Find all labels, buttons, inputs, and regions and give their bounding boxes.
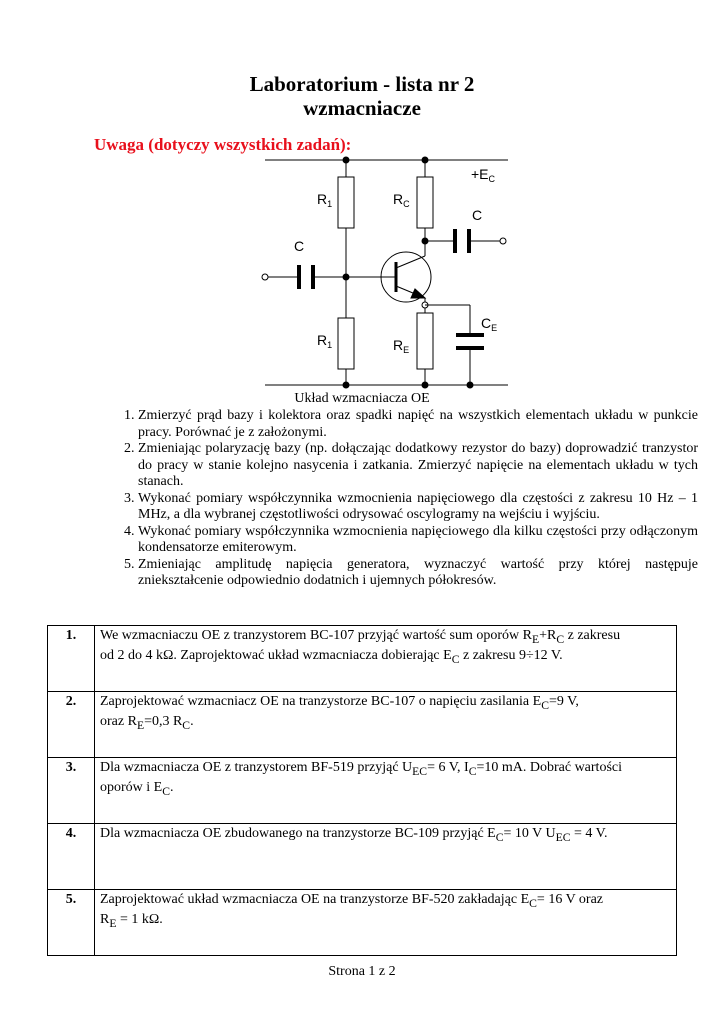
subscript: C (541, 698, 549, 712)
text-segment: . (170, 779, 174, 795)
exercise-text-line (100, 648, 671, 668)
subscript: C (495, 830, 504, 844)
junction-dot (467, 382, 474, 389)
exercise-text-line (100, 892, 671, 912)
text-segment: = 4 V. (570, 826, 608, 841)
junction-dot (343, 382, 350, 389)
subscript: C (182, 718, 191, 732)
instructions-list (112, 408, 698, 590)
exercise-text-line (100, 694, 671, 714)
exercise-text (95, 890, 677, 956)
emitter-arrow (411, 289, 425, 298)
r1-top-resistor (338, 177, 354, 228)
exercise-text (95, 824, 677, 890)
text-segment: oraz R (100, 713, 137, 729)
rc-resistor (417, 177, 433, 228)
transistor-collector-lead (396, 256, 425, 268)
subscript: C (162, 784, 170, 798)
text-segment: oporów i E (100, 779, 163, 795)
c-in-label: C (294, 238, 305, 254)
subscript: E (109, 916, 117, 930)
exercise-row (48, 692, 677, 758)
exercise-row (48, 890, 677, 956)
junction-dot (343, 157, 350, 164)
junction-dot (343, 274, 350, 281)
text-segment: =9 V, (548, 694, 579, 709)
exercise-text-line (100, 780, 671, 800)
output-terminal (500, 238, 506, 244)
text-segment: =10 mA. Dobrać wartości (476, 760, 622, 775)
instruction-item: 1. Zmierzyć prąd bazy i kolektora oraz spadki napięć na wszystkich elementach układu w punkcie pracy. Porównać je z założonymi. (138, 408, 698, 441)
exercise-text-line (100, 628, 671, 648)
page-subtitle: wzmacniacze (303, 96, 421, 120)
subscript: E (136, 718, 145, 732)
text-segment: +R (539, 628, 557, 643)
exercise-text-line (100, 912, 671, 932)
text-segment: = 6 V, I (427, 760, 469, 775)
r1-bottom-resistor (338, 318, 354, 369)
note-heading: Uwaga (dotyczy wszystkich zadań): (94, 135, 352, 154)
text-segment: Dla wzmacniacza OE z tranzystorem BF-519 przyjąć U (100, 760, 413, 775)
subscript: E (531, 632, 540, 646)
subscript: C (529, 896, 537, 910)
input-terminal (262, 274, 268, 280)
rc-label: $R_C$ (393, 191, 410, 209)
exercises-table (47, 625, 677, 956)
exercise-row (48, 824, 677, 890)
junction-dot (422, 157, 429, 164)
exercise-number: 4. (48, 824, 95, 890)
text-segment: Zaprojektować wzmacniacz OE na tranzystorze BC-107 o napięciu zasilania E (100, 694, 542, 709)
text-segment: We wzmacniaczu OE z tranzystorem BC-107 przyjąć wartość sum oporów R (100, 628, 532, 643)
exercise-row (48, 626, 677, 692)
text-segment: Zaprojektować układ wzmacniacza OE na tranzystorze BF-520 zakładając E (100, 892, 530, 907)
subscript: C (451, 652, 460, 666)
instruction-item: 4. Wykonać pomiary współczynnika wzmocnienia napięciowego dla kilku częstości przy odłączonym kondensatorze emiterowym. (138, 524, 698, 557)
page-footer: Strona 1 z 2 (328, 964, 396, 979)
exercise-number: 5. (48, 890, 95, 956)
text-segment: = 10 V U (503, 826, 556, 841)
exercise-number: 3. (48, 758, 95, 824)
exercise-number: 1. (48, 626, 95, 692)
exercise-text-line (100, 714, 671, 734)
text-segment: = 16 V oraz (536, 892, 604, 907)
exercise-text-line (100, 760, 671, 780)
text-segment: z zakresu (564, 628, 621, 643)
text-segment: Dla wzmacniacza OE zbudowanego na tranzystorze BC-109 przyjąć E (100, 826, 496, 841)
junction-dot (422, 238, 429, 245)
exercise-text-line (100, 826, 671, 846)
exercise-text (95, 692, 677, 758)
text-segment: . (190, 713, 194, 729)
page-title: Laboratorium - lista nr 2 (249, 72, 475, 96)
text-segment: R (100, 911, 110, 927)
exercise-number: 2. (48, 692, 95, 758)
text-segment: =0,3 R (144, 713, 183, 729)
instruction-item: 5. Zmieniając amplitudę napięcia generatora, wyznaczyć wartość przy której następuje zniekształcenie odpowiednio dodatnich i ujemnych półokresów. (138, 557, 698, 590)
r1-top-label: $R_1$ (317, 191, 333, 209)
exercise-row (48, 758, 677, 824)
subscript: C (556, 632, 565, 646)
instruction-item: 2. Zmieniając polaryzację bazy (np. dołączając dodatkowy rezystor do bazy) doprowadzić tranzystor do pracy w stanie kolejno nasycenia i zatkania. Zmierzyć napięcie na elementach układu w tych stanach. (138, 441, 698, 491)
ce-label: $C_E$ (481, 315, 498, 333)
text-segment: od 2 do 4 kΩ. Zaprojektować układ wzmacniacza dobierając E (100, 647, 452, 663)
r1-bottom-label: $R_1$ (317, 332, 333, 350)
text-segment: z zakresu 9÷12 V. (459, 647, 563, 663)
subscript: EC (555, 830, 571, 844)
subscript: EC (412, 764, 428, 778)
c-out-label: C (472, 207, 483, 223)
common-emitter-amplifier-schematic (0, 0, 724, 400)
supply-label: $+E_C$ (471, 166, 496, 184)
re-resistor (417, 313, 433, 369)
text-segment: = 1 kΩ. (116, 911, 163, 927)
re-label: $R_E$ (393, 337, 410, 355)
junction-dot (422, 382, 429, 389)
exercise-text (95, 626, 677, 692)
exercise-text (95, 758, 677, 824)
instruction-item: 3. Wykonać pomiary współczynnika wzmocnienia napięciowego dla częstości z zakresu 10 Hz – 1 MHz, a dla wybranej częstotliwości odrysować oscylogramy na wejściu i wyjściu. (138, 491, 698, 524)
subscript: C (468, 764, 477, 778)
schematic-caption: Układ wzmacniacza OE (294, 391, 430, 406)
